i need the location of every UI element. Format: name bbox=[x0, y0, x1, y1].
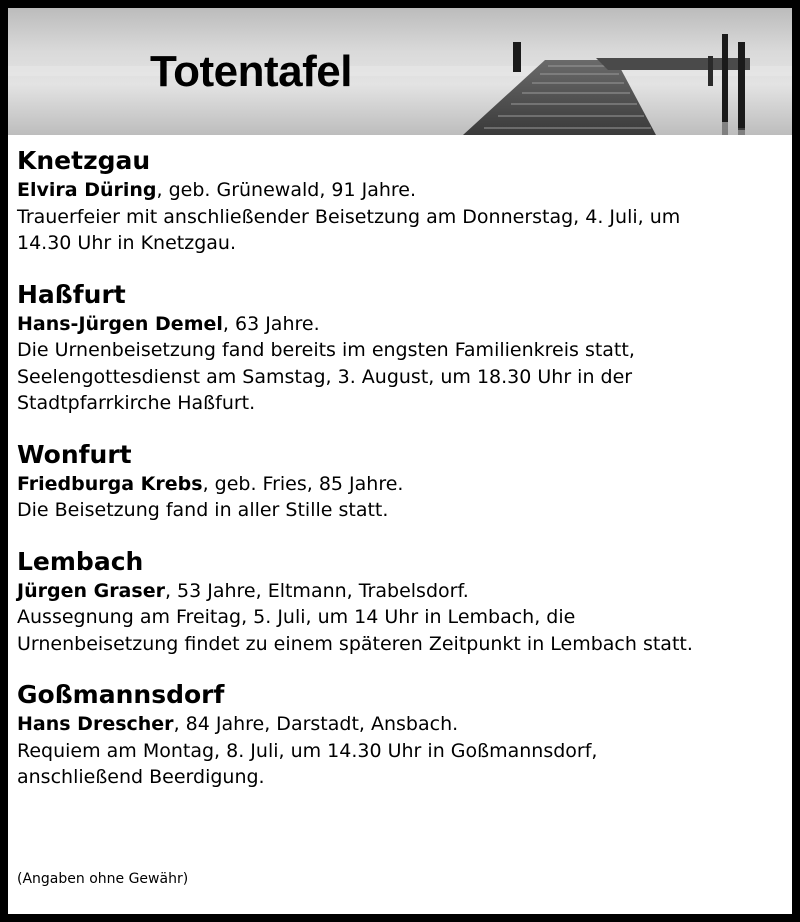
person-name: Elvira Düring bbox=[17, 179, 157, 201]
person-name: Jürgen Graser bbox=[17, 579, 165, 602]
person-line bbox=[17, 578, 787, 605]
event-text: Die Urnenbeisetzung fand bereits im engsten Familienkreis statt, bbox=[17, 339, 635, 361]
person-details: , geb. Grünewald, 91 Jahre. bbox=[156, 179, 417, 201]
event-text: Die Beisetzung fand in aller Stille statt. bbox=[17, 499, 389, 521]
page-title: Totentafel bbox=[150, 47, 352, 96]
event-text: 14.30 Uhr in Knetzgau. bbox=[17, 232, 236, 254]
event-text: Trauerfeier mit anschließender Beisetzung am Donnerstag, 4. Juli, um bbox=[17, 205, 681, 228]
person-details: , 63 Jahre. bbox=[222, 312, 320, 335]
person-name: Hans Drescher bbox=[17, 713, 174, 735]
person-details: , geb. Fries, 85 Jahre. bbox=[202, 472, 404, 495]
place-heading: Wonfurt bbox=[17, 439, 132, 469]
person-line bbox=[17, 471, 787, 498]
event-text: Stadtpfarrkirche Haßfurt. bbox=[17, 392, 256, 414]
person-name: Hans-Jürgen Demel bbox=[17, 312, 223, 335]
place-heading: Lembach bbox=[17, 546, 144, 576]
person-name: Friedburga Krebs bbox=[17, 472, 203, 495]
disclaimer-note: (Angaben ohne Gewähr) bbox=[17, 871, 189, 887]
obituary-list bbox=[17, 144, 787, 812]
header-banner bbox=[8, 8, 792, 135]
person-details: , 84 Jahre, Darstadt, Ansbach. bbox=[173, 713, 459, 735]
list-item bbox=[17, 678, 787, 791]
person-line bbox=[17, 311, 787, 338]
event-text: Seelengottesdienst am Samstag, 3. August, um 18.30 Uhr in der bbox=[17, 365, 633, 388]
place-heading: Goßmannsdorf bbox=[17, 680, 225, 709]
list-item bbox=[17, 278, 787, 417]
person-line bbox=[17, 711, 787, 738]
event-text: anschließend Beerdigung. bbox=[17, 766, 265, 788]
place-heading: Haßfurt bbox=[17, 279, 126, 309]
person-line bbox=[17, 177, 787, 204]
event-text: Requiem am Montag, 8. Juli, um 14.30 Uhr in Goßmannsdorf, bbox=[17, 739, 598, 762]
wooden-pier-photo bbox=[8, 8, 792, 135]
list-item bbox=[17, 438, 787, 524]
list-item bbox=[17, 545, 787, 658]
list-item bbox=[17, 144, 787, 257]
place-heading: Knetzgau bbox=[17, 146, 151, 175]
person-details: , 53 Jahre, Eltmann, Trabelsdorf. bbox=[164, 579, 469, 602]
event-text: Urnenbeisetzung findet zu einem späteren Zeitpunkt in Lembach statt. bbox=[17, 632, 693, 655]
event-text: Aussegnung am Freitag, 5. Juli, um 14 Uhr in Lembach, die bbox=[17, 606, 576, 628]
